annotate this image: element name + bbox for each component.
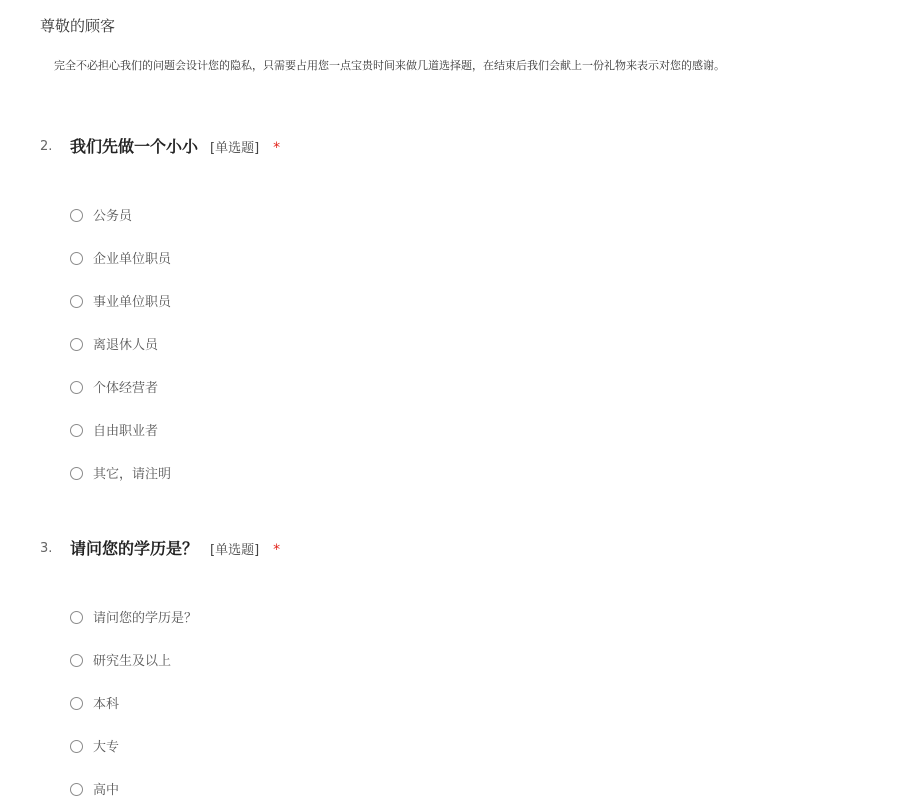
- radio-button[interactable]: [70, 467, 83, 480]
- option-label[interactable]: 请问您的学历是？: [93, 611, 198, 626]
- radio-button[interactable]: [70, 381, 83, 394]
- question-type-label: [单选题]: [210, 141, 260, 156]
- radio-button[interactable]: [70, 740, 83, 753]
- required-marker: *: [273, 542, 281, 558]
- greeting-heading: 尊敬的顾客: [40, 17, 116, 35]
- question-type-label: [单选题]: [210, 543, 260, 558]
- question-title-text: 我们先做一个小小: [70, 137, 199, 156]
- option-label[interactable]: 大专: [93, 740, 120, 755]
- option-label[interactable]: 其它，请注明: [93, 467, 172, 482]
- radio-button[interactable]: [70, 338, 83, 351]
- radio-button[interactable]: [70, 295, 83, 308]
- radio-button[interactable]: [70, 209, 83, 222]
- radio-button[interactable]: [70, 611, 83, 624]
- radio-button[interactable]: [70, 697, 83, 710]
- radio-button[interactable]: [70, 424, 83, 437]
- option-label[interactable]: 个体经营者: [93, 381, 159, 396]
- option-label[interactable]: 公务员: [93, 209, 133, 224]
- option-label[interactable]: 离退休人员: [93, 338, 159, 353]
- option-label[interactable]: 事业单位职员: [93, 295, 172, 310]
- survey-intro-text: 完全不必担心我们的问题会设计您的隐私，只需要占用您一点宝贵时间来做几道选择题，在结束后我们会献上一份礼物来表示对您的感谢。: [54, 59, 725, 72]
- question-number: 3.: [40, 541, 53, 556]
- radio-button[interactable]: [70, 252, 83, 265]
- question-title-text: 请问您的学历是？: [70, 539, 199, 558]
- question-title: [70, 136, 280, 160]
- radio-button[interactable]: [70, 654, 83, 667]
- option-label[interactable]: 研究生及以上: [93, 654, 172, 669]
- required-marker: *: [273, 140, 281, 156]
- option-label[interactable]: 高中: [93, 783, 120, 798]
- question-number: 2.: [40, 139, 53, 154]
- question-title: [70, 538, 280, 562]
- option-label[interactable]: 企业单位职员: [93, 252, 172, 267]
- option-label[interactable]: 自由职业者: [93, 424, 159, 439]
- radio-button[interactable]: [70, 783, 83, 796]
- option-label[interactable]: 本科: [93, 697, 120, 712]
